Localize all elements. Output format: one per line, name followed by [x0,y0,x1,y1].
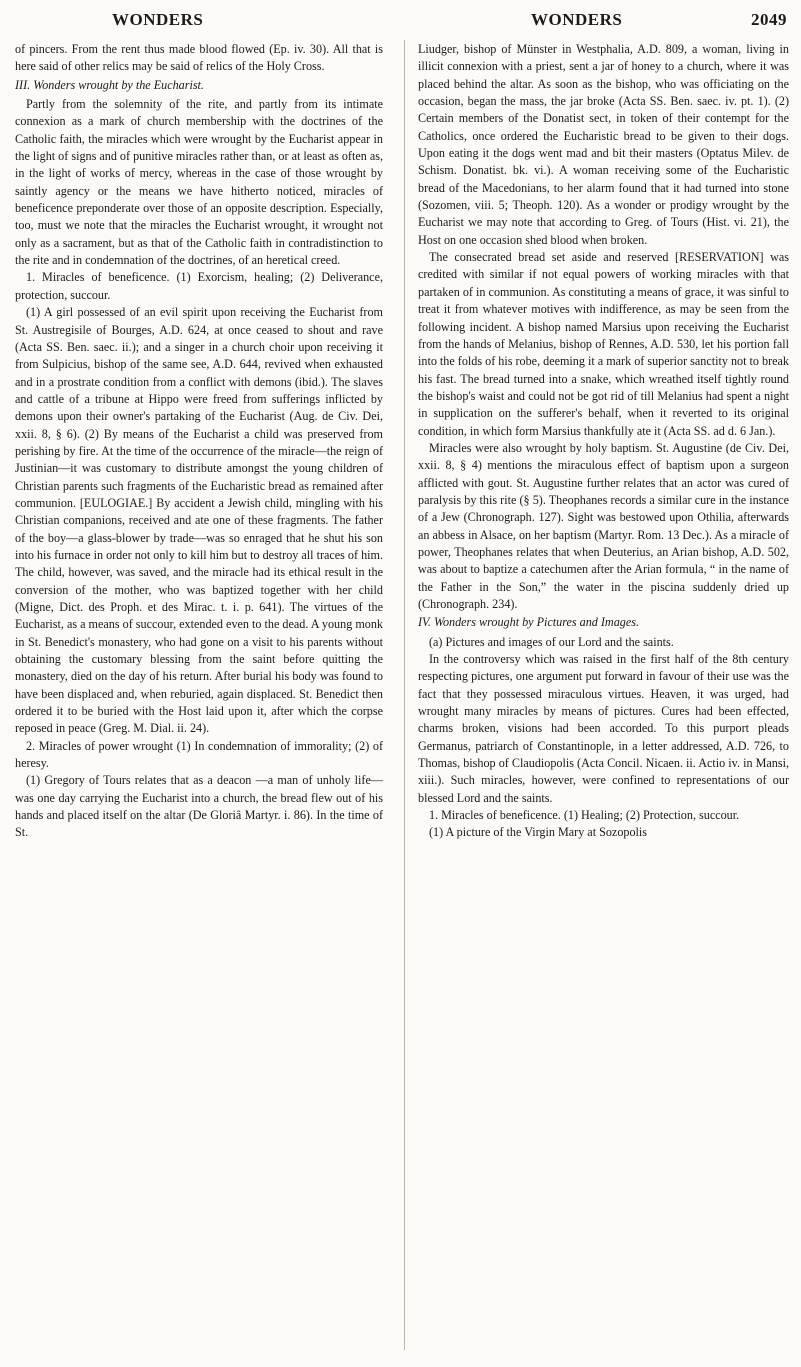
left-column [15,41,383,842]
paragraph: 2. Miracles of power wrought (1) In condemnation of immorality; (2) of heresy. [15,738,383,771]
paragraph: 1. Miracles of beneficence. (1) Exorcism, healing; (2) Deliverance, protection, succour. [15,270,383,302]
paragraph: The consecrated bread set aside and reserved [RESERVATION] was credited with similar if not equal powers of working miracles with that partaken of in communion. As constituting a means of grace, it was sinful to treat it from whatever motives with indifference, as may be seen from the following incident. A bishop named Marsius upon receiving the Eucharist from the hands of Melanius, bishop of Rennes, A.D. 530, let his portion fall into the folds of his robe, deeming it a mark of superior sanctity not to break his fast. The bread turned into a snake, which wreathed itself tightly round the bishop's waist and could not be got rid of till Melanius had spent a night in supplication on the sufferer's behalf, when it reverted to its original condition, in which form Marsius thankfully ate it (Acta SS. ad d. 6 Jan.). [418,250,789,438]
column-divider [404,40,405,1350]
page-number: 2049 [751,10,787,29]
paragraph: of pincers. From the rent thus made blood flowed (Ep. iv. 30). All that is here said of other relics may be said of relics of the Holy Cross. [15,42,383,74]
section-heading: IV. Wonders wrought by Pictures and Images. [418,615,639,630]
paragraph: (1) A picture of the Virgin Mary at Sozopolis [429,825,647,840]
right-running-title: WONDERS [531,10,623,29]
paragraph: Miracles were also wrought by holy baptism. St. Augustine (de Civ. Dei, xxii. 8, § 4) mentions the miraculous effect of baptism upon a surgeon afflicted with gout. St. Augustine further relates that an actor was cured of paralysis by this rite (§ 5). Theophanes records a similar cure in the instance of a Jew (Chronograph. 127). Sight was bestowed upon Othilia, afterwards an abbess in Alsace, on her baptism (Martyr. Rom. 13 Dec.). As a miracle of power, Theophanes relates that when Deuterius, an Arian bishop, A.D. 502, was about to baptize a catechumen after the Arian formula, “ in the name of the Father in the Son,” the water in the piscina suddenly dried up (Chronograph. 234). [418,440,789,611]
paragraph: Liudger, bishop of Münster in Westphalia, A.D. 809, a woman, living in illicit connexion with a priest, sent a jar of honey to a church, where it was placed behind the altar. As soon as the bishop, who was officiating on the occasion, began the mass, the jar broke (Acta SS. Ben. saec. iv. pt. 1). (2) Certain members of the Donatist sect, in token of their contempt for the Catholics, once ordered the Eucharistic bread to be given to their dogs. Upon eating it the dogs went mad and bit their masters (Optatus Milev. de Schism. Donatist. bk. vi.). A woman receiving some of the Eucharistic bread of the Macedonians, to her alarm found that it had turned into stone (Sozomen, viii. 5; Theoph. 120). As a wonder or prodigy wrought by the Eucharist we may note that according to Greg. of Tours (Hist. vi. 21), the Host on one occasion shed blood when broken. [418,42,789,247]
right-column [418,41,789,842]
paragraph: (1) Gregory of Tours relates that as a deacon —a man of unholy life—was one day carrying the Eucharist into a church, the bread flew out of his hands and placed itself on the altar (De Gloriâ Martyr. i. 86). In the time of St. [15,773,383,840]
section-heading: III. Wonders wrought by the Eucharist. [15,77,204,92]
running-header [16,6,787,32]
paragraph: In the controversy which was raised in the first half of the 8th century respecting pictures, one argument put forward in favour of their use was the fact that they possessed miraculous virtues. Heaven, it was urged, had wrought many miracles by means of pictures. Cures had been effected, charms broken, visions had been accorded. To this purport pleads Germanus, patriarch of Constantinople, in a letter addressed, A.D. 726, to Thomas, bishop of Claudiopolis (Acta Concil. Nicaen. ii. Actio iv. in Mansi, xiii.). Such miracles, however, were confined to representations of our blessed Lord and the saints. [418,652,789,805]
paragraph: (a) Pictures and images of our Lord and the saints. [429,634,674,649]
left-running-title: WONDERS [112,10,204,29]
paragraph: (1) A girl possessed of an evil spirit upon receiving the Eucharist from St. Austregisile of Bourges, A.D. 624, at once ceased to shout and rave (Acta SS. Ben. saec. ii.); and a singer in a church choir upon receiving it from Sulpicius, bishop of the same see, A.D. 644, revived when exhausted and in a prostrate condition from a conflict with demons (ibid.). The slaves and cattle of a tribune at Hippo were freed from sufferings inflicted by demons upon their owner's partaking of the Eucharist (Aug. de Civ. Dei, xxii. 8, § 6). (2) By means of the Eucharist a child was preserved from perishing by fire. At the time of the occurrence of the miracle—the reign of Justinian—it was customary to distribute amongst the young children of Christian parents such fragments of the Eucharistic bread as remained after communion. [EULOGIAE.] By accident a Jewish child, mingling with his Christian companions, received and ate one of these fragments. The father of the boy—a glass-blower by trade—was so enraged that he shut his son into his furnace in order not only to kill him but to destroy all traces of him. The child, however, was saved, and the miracle had its ethical result in the conversion of the mother, who was baptized together with her child (Migne, Dict. des Proph. et des Mirac. t. i. p. 641). The virtues of the Eucharist, as a means of succour, extended even to the dead. A young monk in St. Benedict's monastery, who had gone on a visit to his parents without obtaining the customary blessing from the saint before quitting the monastery, died on the day of his return. After burial his body was found to have been displaced and, when reburied, again displaced. St. Benedict then ordered it to be buried with the Host laid upon it, after which the corpse reposed in peace (Greg. M. Dial. ii. 24). [15,305,383,736]
paragraph: 1. Miracles of beneficence. (1) Healing; (2) Protection, succour. [429,808,740,823]
paragraph: Partly from the solemnity of the rite, and partly from its intimate connexion as a mark of church membership with the doctrines of the Catholic faith, the miracles which were wrought by the Eucharist appear in the light of signs and of punitive miracles rather than, or at least as often as, in the light of works of mercy, whereas in the case of those wrought by saintly agency or the means we have hitherto noticed, miracles of beneficence preponderate over those of an opposite description. Especially, too, must we note that the miracles the Eucharist wrought, it wrought not only as a sacrament, but as that of the Catholic faith in contradistinction to the rite and in condemnation of the doctrines, of an heretical creed. [15,97,383,268]
